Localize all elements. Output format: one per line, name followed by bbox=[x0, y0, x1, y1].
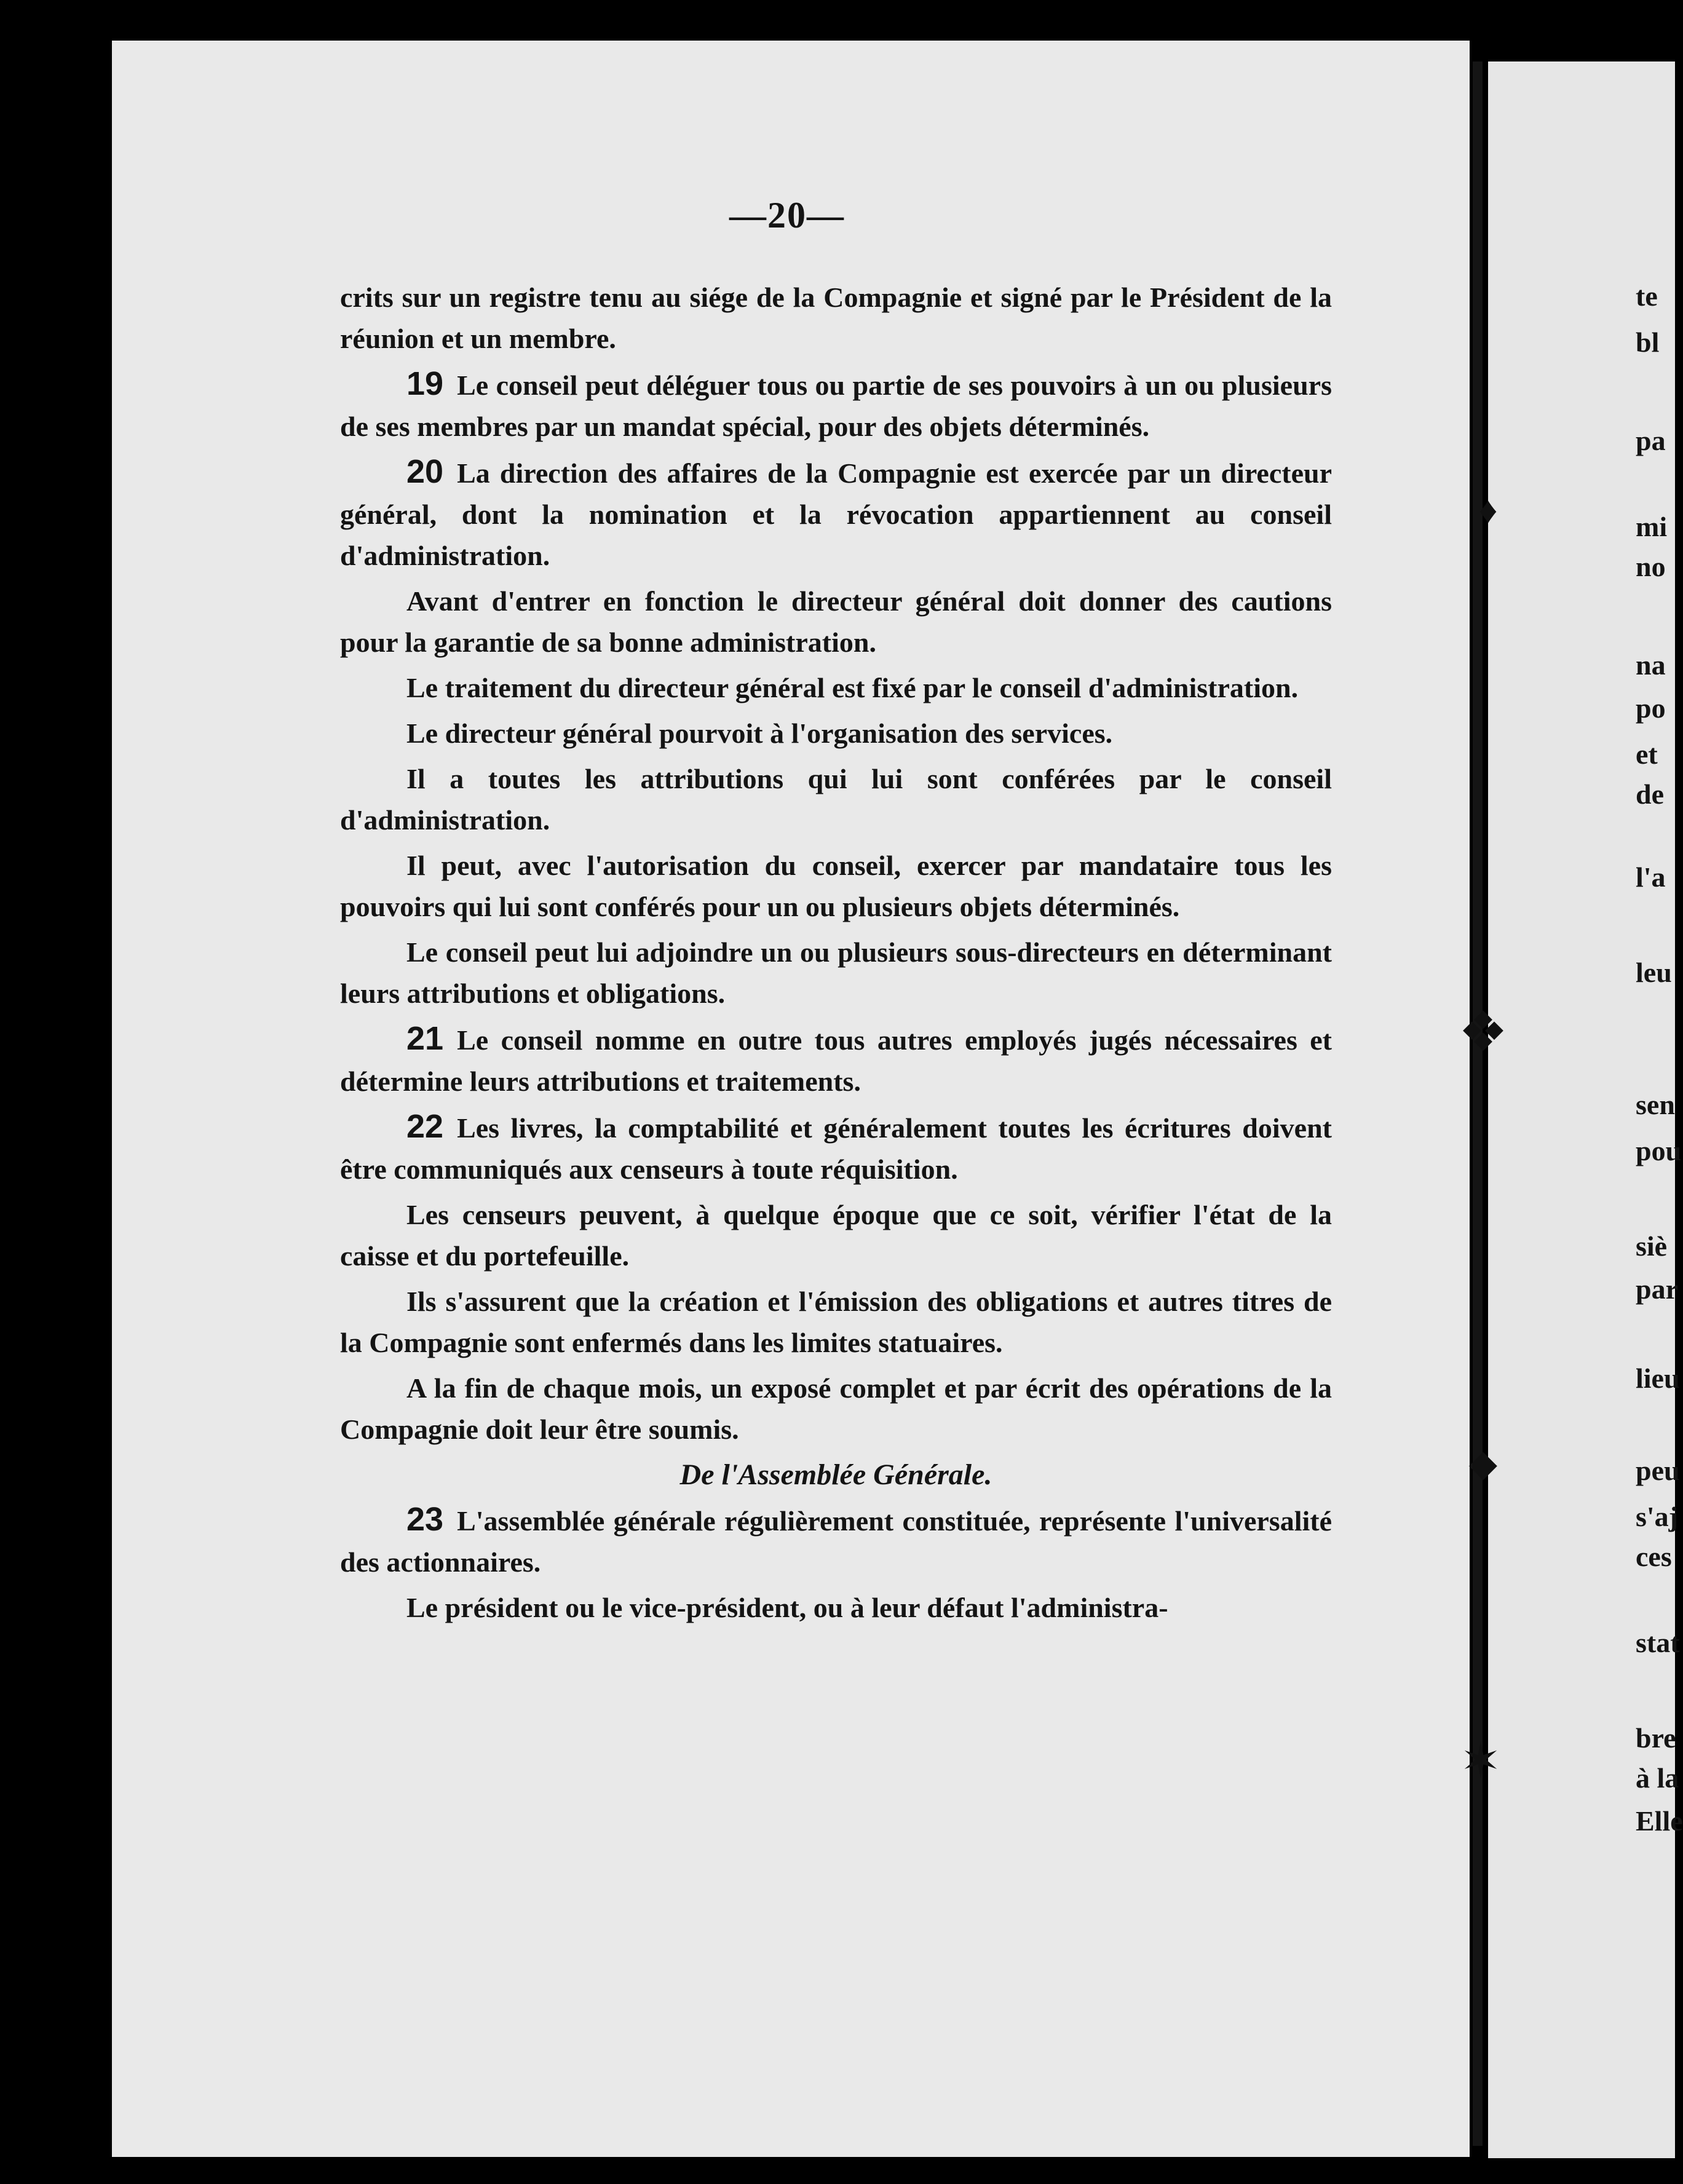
right-page-fragment: po bbox=[1636, 692, 1666, 724]
gutter-ornament-middle: ❖ bbox=[1458, 1002, 1508, 1063]
right-page-fragment: l'a bbox=[1636, 861, 1666, 893]
article-paragraph bbox=[340, 1106, 1332, 1190]
paragraph bbox=[340, 1587, 1332, 1628]
paragraph bbox=[340, 845, 1332, 927]
paragraph-text: Il peut, avec l'autorisation du conseil, exercer par mandataire tous les pouvoirs qui lui sont conférés pour un ou plusieurs objets déterminés. bbox=[340, 850, 1332, 922]
paragraph-text: Le président ou le vice-président, ou à leur défaut l'administra- bbox=[406, 1592, 1168, 1623]
paragraph bbox=[340, 932, 1332, 1014]
article-paragraph bbox=[340, 1018, 1332, 1102]
paragraph bbox=[340, 667, 1332, 708]
article-number: 19 bbox=[406, 365, 444, 402]
paragraph-text: Le conseil nomme en outre tous autres employés jugés nécessaires et détermine leurs attributions et traitements. bbox=[340, 1024, 1332, 1097]
article-paragraph bbox=[340, 363, 1332, 447]
paragraph bbox=[340, 758, 1332, 841]
paragraph-text: Les censeurs peuvent, à quelque époque que ce soit, vérifier l'état de la caisse et du portefeuille. bbox=[340, 1199, 1332, 1272]
article-number: 23 bbox=[406, 1501, 444, 1538]
right-page-fragment: Elle bbox=[1636, 1805, 1683, 1837]
paragraph-text: Ils s'assurent que la création et l'émission des obligations et autres titres de la Compagnie sont enfermés dans les limites statuaires. bbox=[340, 1286, 1332, 1358]
right-page-fragment: bre bbox=[1636, 1722, 1676, 1754]
article-number: 21 bbox=[406, 1020, 444, 1057]
paragraph bbox=[340, 1281, 1332, 1363]
right-page-fragment: ces bbox=[1636, 1541, 1672, 1572]
paragraph-text: crits sur un registre tenu au siége de la Compagnie et signé par le Président de la réunion et un membre. bbox=[340, 282, 1332, 354]
right-page-fragment: par bbox=[1636, 1273, 1678, 1305]
right-page-fragment: mi bbox=[1636, 511, 1668, 542]
right-page-fragment: stat bbox=[1636, 1627, 1680, 1658]
book-gutter bbox=[1473, 61, 1483, 2146]
right-page-fragment: siè bbox=[1636, 1230, 1668, 1262]
article-paragraph bbox=[340, 1499, 1332, 1583]
right-page-fragment: leu bbox=[1636, 957, 1672, 988]
paragraph bbox=[340, 580, 1332, 663]
gutter-ornament-lower: ◆ bbox=[1468, 1443, 1498, 1484]
paragraph-text: La direction des affaires de la Compagnie est exercée par un directeur général, dont la nomination et la révocation appartiennent au conseil d'administration. bbox=[340, 457, 1332, 571]
paragraph bbox=[340, 277, 1332, 359]
right-page-fragment: bl bbox=[1636, 326, 1660, 358]
gutter-ornament-top: ♦ bbox=[1478, 490, 1498, 531]
right-page-fragment: lieu bbox=[1636, 1363, 1680, 1394]
right-page-fragment: te bbox=[1636, 280, 1658, 312]
paragraph-text: L'assemblée générale régulièrement constituée, représente l'universalité des actionnaires. bbox=[340, 1505, 1332, 1578]
paragraph-text: Le conseil peut lui adjoindre un ou plusieurs sous-directeurs en déterminant leurs attributions et obligations. bbox=[340, 936, 1332, 1009]
paragraph-text: Le traitement du directeur général est fixé par le conseil d'administration. bbox=[406, 672, 1299, 703]
paragraph-text: Les livres, la comptabilité et généralement toutes les écritures doivent être communiqués aux censeurs à toute réquisition. bbox=[340, 1112, 1332, 1185]
paragraph-text: Le directeur général pourvoit à l'organisation des services. bbox=[406, 718, 1113, 749]
body-text bbox=[340, 277, 1332, 1632]
paragraph-text: Le conseil peut déléguer tous ou partie de ses pouvoirs à un ou plusieurs de ses membres par un mandat spécial, pour des objets déterminés. bbox=[340, 370, 1332, 442]
article-number: 22 bbox=[406, 1108, 444, 1145]
right-page-fragment: s'aj bbox=[1636, 1501, 1678, 1532]
paragraph bbox=[340, 713, 1332, 754]
paragraph-text: A la fin de chaque mois, un exposé complet et par écrit des opérations de la Compagnie doit leur être soumis. bbox=[340, 1372, 1332, 1445]
right-page-fragment: no bbox=[1636, 551, 1666, 582]
right-page-fragment: peu bbox=[1636, 1455, 1680, 1486]
page-number: —20— bbox=[729, 195, 845, 235]
paragraph bbox=[340, 1367, 1332, 1450]
right-page-fragment: na bbox=[1636, 649, 1666, 681]
paragraph bbox=[340, 1194, 1332, 1276]
right-page-fragment: de bbox=[1636, 778, 1664, 810]
right-page-fragment: à la bbox=[1636, 1762, 1679, 1794]
right-page-fragment: sen bbox=[1636, 1089, 1675, 1120]
paragraph-text: Il a toutes les attributions qui lui sont conférées par le conseil d'administration. bbox=[340, 763, 1332, 836]
section-heading: De l'Assemblée Générale. bbox=[679, 1458, 992, 1491]
article-paragraph bbox=[340, 451, 1332, 576]
paragraph-text: Avant d'entrer en fonction le directeur général doit donner des cautions pour la garantie de sa bonne administration. bbox=[340, 585, 1332, 658]
right-page-fragment: et bbox=[1636, 738, 1658, 770]
article-number: 20 bbox=[406, 453, 444, 490]
right-page-fragment: pa bbox=[1636, 425, 1666, 456]
gutter-ornament-star: ✶ bbox=[1460, 1735, 1502, 1789]
right-page-fragment: pou bbox=[1636, 1135, 1682, 1166]
